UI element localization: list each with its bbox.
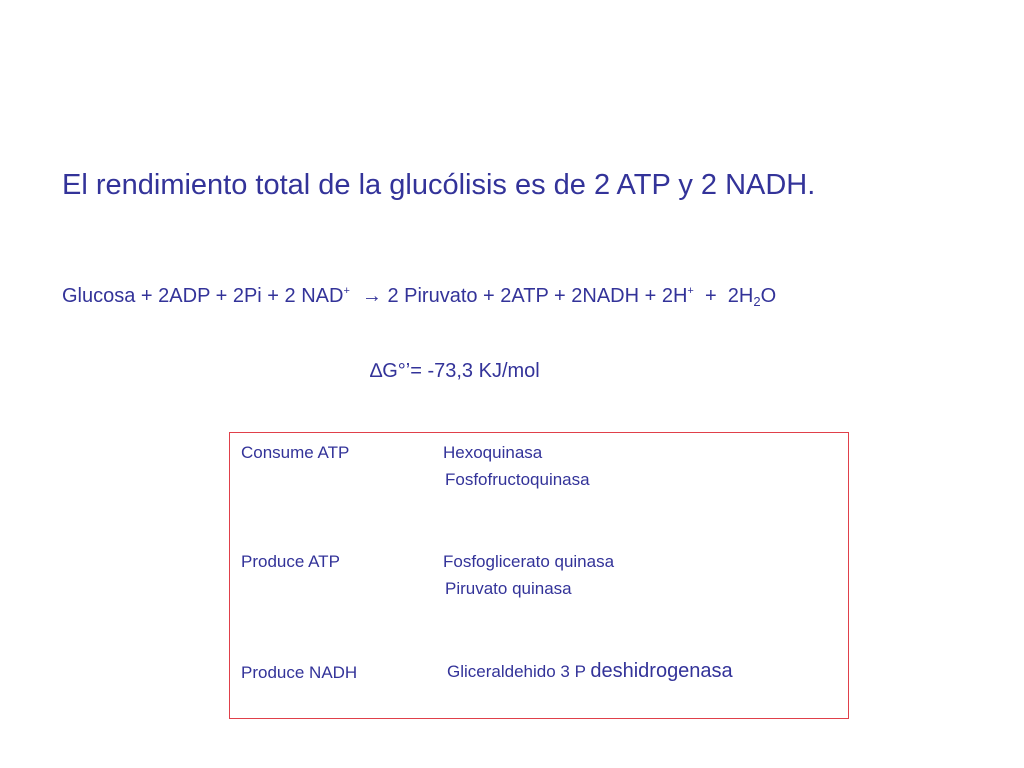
- enzyme-name-prefix: Gliceraldehido 3 P: [447, 662, 591, 681]
- category-consume-atp: Consume ATP: [241, 443, 350, 462]
- equation-water-suffix: O: [760, 285, 777, 307]
- equation-water-prefix: + 2H: [693, 285, 754, 307]
- slide-title: El rendimiento total de la glucólisis es de 2 ATP y 2 NADH.: [62, 169, 816, 201]
- subscript-two: 2: [753, 294, 761, 309]
- delta-g-value: ∆G°’= -73,3 KJ/mol: [370, 360, 540, 382]
- glycolysis-equation: [62, 285, 776, 309]
- enzyme-fosfofructoquinasa: Fosfofructoquinasa: [445, 470, 590, 489]
- enzyme-hexoquinasa: Hexoquinasa: [443, 443, 543, 462]
- enzyme-name-suffix: deshidrogenasa: [590, 660, 733, 682]
- enzyme-summary-box: [229, 432, 849, 719]
- category-produce-atp: Produce ATP: [241, 552, 340, 571]
- equation-reactants: Glucosa + 2ADP + 2Pi + 2 NAD: [62, 285, 344, 307]
- category-produce-nadh: Produce NADH: [241, 663, 358, 682]
- reaction-arrow: →: [361, 285, 382, 307]
- enzyme-gliceraldehido-3p-deshidrogenasa: [447, 660, 733, 683]
- superscript-plus: +: [343, 285, 350, 297]
- equation-products: 2 Piruvato + 2ATP + 2NADH + 2H: [381, 285, 688, 307]
- superscript-plus: +: [687, 285, 694, 297]
- enzyme-fosfoglicerato-quinasa: Fosfoglicerato quinasa: [443, 552, 615, 571]
- enzyme-piruvato-quinasa: Piruvato quinasa: [445, 579, 572, 598]
